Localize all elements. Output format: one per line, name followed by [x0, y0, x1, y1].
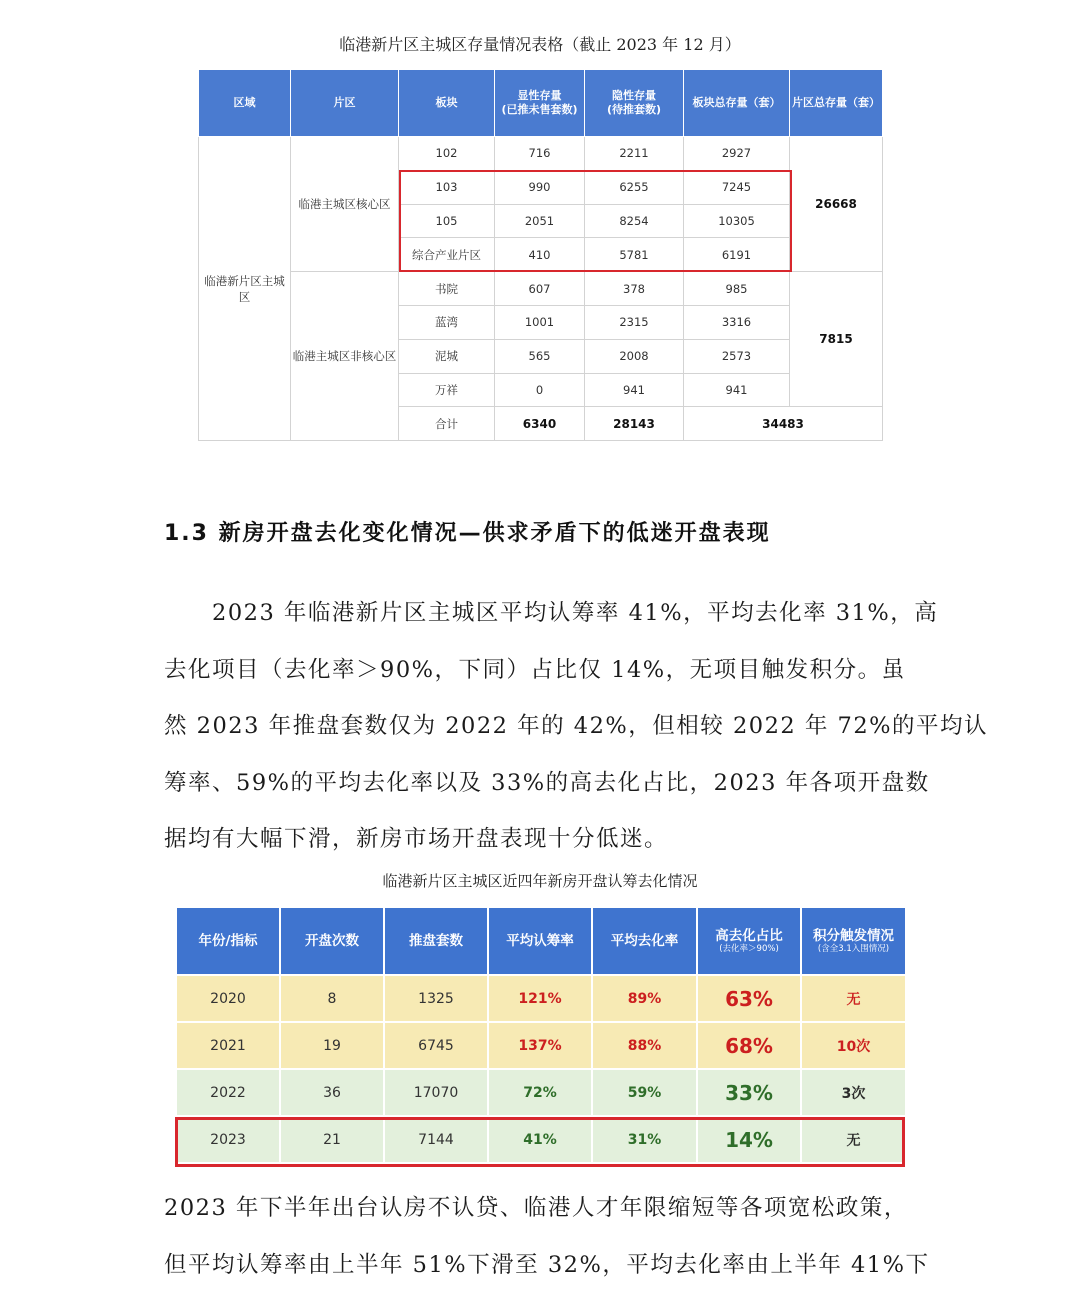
total-cell: 2573 — [684, 339, 790, 373]
points-cell: 无 — [801, 1116, 906, 1163]
header-region: 区域 — [199, 70, 291, 137]
paragraph-line: 但平均认筹率由上半年 51%下滑至 32%，平均去化率由上半年 41%下 — [164, 1251, 930, 1278]
year-cell: 2023 — [176, 1116, 280, 1163]
table-row — [176, 1022, 906, 1069]
table-row — [199, 137, 883, 171]
sellthrough-cell: 88% — [592, 1022, 697, 1069]
table-row — [199, 272, 883, 306]
header-implicit — [585, 70, 684, 137]
header-high-sub: (去化率＞90%) — [719, 943, 779, 954]
year-cell: 2021 — [176, 1022, 280, 1069]
table-row — [176, 975, 906, 1022]
high-cell: 68% — [697, 1022, 801, 1069]
subscribe-cell: 137% — [488, 1022, 592, 1069]
subscribe-cell: 121% — [488, 975, 592, 1022]
paragraph-line: 据均有大幅下滑，新房市场开盘表现十分低迷。 — [164, 826, 669, 852]
region-cell: 临港新片区主城区 — [199, 137, 291, 441]
subscribe-cell: 41% — [488, 1116, 592, 1163]
implicit-cell: 2315 — [585, 305, 684, 339]
total-cell: 6191 — [684, 238, 790, 272]
area-cell-core: 临港主城区核心区 — [291, 137, 399, 272]
times-cell: 8 — [280, 975, 384, 1022]
times-cell: 21 — [280, 1116, 384, 1163]
block-cell: 泥城 — [399, 339, 495, 373]
explicit-cell: 410 — [495, 238, 585, 272]
total-cell: 10305 — [684, 204, 790, 238]
block-cell: 蓝湾 — [399, 305, 495, 339]
table2-caption: 临港新片区主城区近四年新房开盘认筹去化情况 — [382, 872, 698, 890]
row-2023-highlight-box — [175, 1117, 905, 1167]
implicit-cell: 2211 — [585, 137, 684, 171]
total-cell: 3316 — [684, 305, 790, 339]
paragraph-line: 然 2023 年推盘套数仅为 2022 年的 42%，但相较 2022 年 72%的平均认 — [164, 713, 989, 739]
units-cell: 7144 — [384, 1116, 488, 1163]
sellthrough-cell: 59% — [592, 1069, 697, 1116]
header-high — [697, 907, 801, 975]
block-cell: 103 — [399, 170, 495, 204]
implicit-cell: 6255 — [585, 170, 684, 204]
block-cell: 万祥 — [399, 373, 495, 407]
points-cell: 3次 — [801, 1069, 906, 1116]
high-cell: 33% — [697, 1069, 801, 1116]
header-units: 推盘套数 — [384, 907, 488, 975]
header-explicit-sub: (已推未售套数) — [501, 103, 578, 116]
explicit-cell: 1001 — [495, 305, 585, 339]
implicit-cell: 8254 — [585, 204, 684, 238]
header-points-title: 积分触发情况 — [813, 927, 894, 944]
header-implicit-title: 隐性存量 — [612, 89, 656, 102]
implicit-cell: 378 — [585, 272, 684, 306]
header-year: 年份/指标 — [176, 907, 280, 975]
high-cell: 63% — [697, 975, 801, 1022]
paragraph-line: 2023 年下半年出台认房不认贷、临港人才年限缩短等各项宽松政策， — [164, 1195, 908, 1221]
header-block-total: 板块总存量（套） — [684, 70, 790, 137]
paragraph-line: 筹率、59%的平均去化率以及 33%的高去化占比，2023 年各项开盘数 — [164, 769, 930, 796]
paragraph-1 — [164, 585, 989, 868]
explicit-cell: 565 — [495, 339, 585, 373]
explicit-cell: 990 — [495, 170, 585, 204]
table1-caption: 临港新片区主城区存量情况表格（截止 2023 年 12 月） — [339, 35, 741, 54]
header-points — [801, 907, 906, 975]
header-sellthrough: 平均去化率 — [592, 907, 697, 975]
sum-explicit: 6340 — [495, 407, 585, 441]
header-times: 开盘次数 — [280, 907, 384, 975]
header-subscribe: 平均认筹率 — [488, 907, 592, 975]
year-cell: 2020 — [176, 975, 280, 1022]
points-cell: 10次 — [801, 1022, 906, 1069]
units-cell: 17070 — [384, 1069, 488, 1116]
block-cell: 综合产业片区 — [399, 238, 495, 272]
implicit-cell: 5781 — [585, 238, 684, 272]
block-cell: 书院 — [399, 272, 495, 306]
header-explicit — [495, 70, 585, 137]
header-block: 板块 — [399, 70, 495, 137]
times-cell: 36 — [280, 1069, 384, 1116]
year-cell: 2022 — [176, 1069, 280, 1116]
total-cell: 2927 — [684, 137, 790, 171]
area-total-noncore: 7815 — [790, 272, 883, 407]
sum-implicit: 28143 — [585, 407, 684, 441]
implicit-cell: 941 — [585, 373, 684, 407]
units-cell: 6745 — [384, 1022, 488, 1069]
paragraph-line: 2023 年临港新片区主城区平均认筹率 41%，平均去化率 31%，高 — [212, 600, 939, 626]
high-cell: 14% — [697, 1116, 801, 1163]
header-area-total: 片区总存量（套） — [790, 70, 883, 137]
explicit-cell: 0 — [495, 373, 585, 407]
points-cell: 无 — [801, 975, 906, 1022]
sum-label: 合计 — [399, 407, 495, 441]
header-area: 片区 — [291, 70, 399, 137]
header-implicit-sub: (待推套数) — [606, 103, 662, 116]
header-explicit-title: 显性存量 — [517, 89, 562, 102]
times-cell: 19 — [280, 1022, 384, 1069]
block-cell: 102 — [399, 137, 495, 171]
implicit-cell: 2008 — [585, 339, 684, 373]
sellthrough-cell: 31% — [592, 1116, 697, 1163]
sum-total: 34483 — [684, 407, 883, 441]
total-cell: 941 — [684, 373, 790, 407]
header-high-title: 高去化占比 — [715, 927, 783, 944]
core-highlight-box — [399, 170, 792, 272]
paragraph-line: 去化项目（去化率＞90%，下同）占比仅 14%，无项目触发积分。虽 — [164, 656, 906, 683]
total-cell: 985 — [684, 272, 790, 306]
explicit-cell: 716 — [495, 137, 585, 171]
paragraph-2 — [164, 1180, 930, 1293]
block-cell: 105 — [399, 204, 495, 238]
total-cell: 7245 — [684, 170, 790, 204]
table-row — [176, 1069, 906, 1116]
section-heading: 1.3 新房开盘去化变化情况—供求矛盾下的低迷开盘表现 — [164, 521, 771, 546]
units-cell: 1325 — [384, 975, 488, 1022]
area-cell-noncore: 临港主城区非核心区 — [291, 272, 399, 441]
sellthrough-cell: 89% — [592, 975, 697, 1022]
subscribe-cell: 72% — [488, 1069, 592, 1116]
header-points-sub: (含全3.1入围情况) — [817, 943, 890, 954]
explicit-cell: 2051 — [495, 204, 585, 238]
area-total-core: 26668 — [790, 137, 883, 272]
explicit-cell: 607 — [495, 272, 585, 306]
